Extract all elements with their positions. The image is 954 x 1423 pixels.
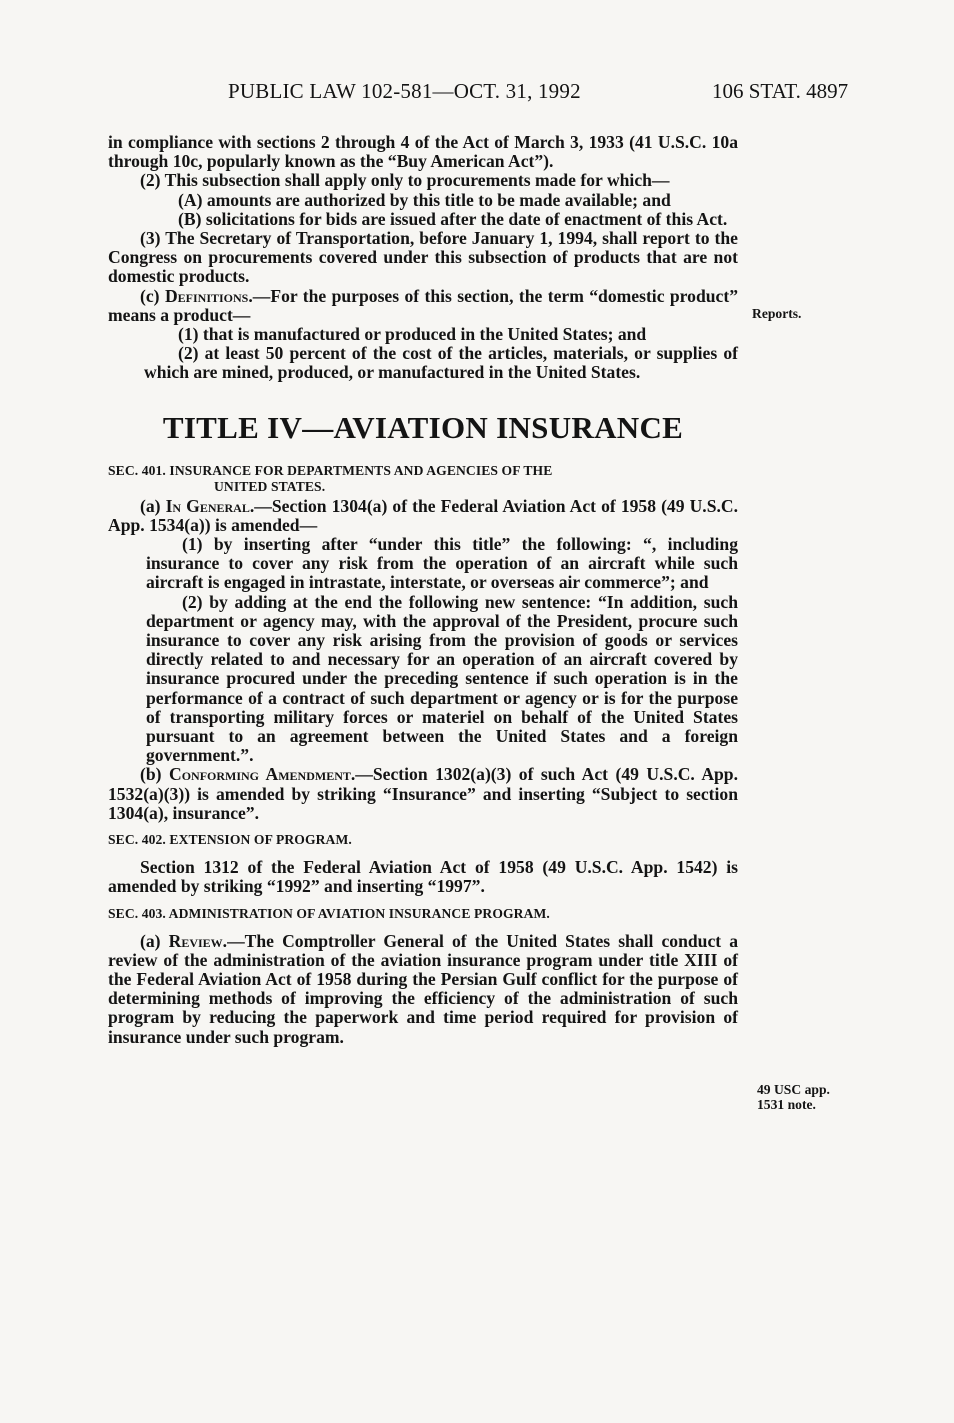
running-header-title: PUBLIC LAW 102-581—OCT. 31, 1992	[228, 79, 581, 103]
paragraph-401-a2: (2) by adding at the end the following new sentence: “In addition, such department or agency may, with the approval of the President, procure such insurance to cover any risk arising from the provision of goods or services directly related to and necessary for an operation of an aircraft covered by insurance procured under the preceding sentence if such operation is in the performance of a contract of such department or agency or is for the purpose of transporting military forces or materiel on behalf of the United States pursuant to an agreement between the United States and a foreign government.”.	[146, 591, 738, 766]
s401a-prefix: (a)	[140, 495, 166, 516]
paragraph-subsection-2: (2) This subsection shall apply only to procurements made for which—	[140, 170, 670, 191]
paragraph-definitions	[108, 287, 738, 325]
paragraph-definition-2: (2) at least 50 percent of the cost of the articles, materials, or supplies of which are mined, produced, or manufactured in the United States.	[144, 343, 738, 383]
running-header-page-number: 106 STAT. 4897	[712, 79, 849, 103]
section-401-heading-line1: SEC. 401. INSURANCE FOR DEPARTMENTS AND AGENCIES OF THE	[108, 462, 553, 478]
s401a-heading: In General.	[165, 495, 255, 516]
section-401-heading	[108, 463, 738, 495]
paragraph-clause-a: (A) amounts are authorized by this title to be made available; and	[178, 189, 671, 210]
s403a-heading: Review.	[168, 930, 228, 951]
margin-note-reports: Reports.	[752, 306, 802, 321]
s401b-prefix: (b)	[140, 764, 169, 785]
paragraph-definition-1: (1) that is manufactured or produced in the United States; and	[178, 324, 647, 345]
margin-note-usc-line2: 1531 note.	[757, 1097, 816, 1112]
definitions-prefix: (c)	[140, 285, 165, 306]
definitions-heading: Definitions.	[164, 285, 253, 306]
paragraph-subsection-3-reports: (3) The Secretary of Transportation, before January 1, 1994, shall report to the Congress on procurements covered under this subsection of products that are not domestic products.	[108, 228, 738, 287]
section-403-heading: SEC. 403. ADMINISTRATION OF AVIATION INSURANCE PROGRAM.	[108, 905, 550, 921]
s403a-prefix: (a)	[140, 930, 169, 951]
section-401-heading-line2: UNITED STATES.	[214, 478, 326, 494]
title-heading: TITLE IV—AVIATION INSURANCE	[162, 409, 684, 445]
paragraph-401-b	[108, 765, 738, 823]
s403a-text: —The Comptroller General of the United States shall conduct a review of the administration of the aviation insurance program under title XIII of the Federal Aviation Act of 1958 during the Persian Gulf conflict for the purpose of determining methods of improving the efficiency of the administration of such program by reducing the paperwork and time period required for provision of insurance under such program.	[108, 930, 739, 1047]
s401b-text: —Section 1302(a)(3) of such Act (49 U.S.C. App. 1532(a)(3)) is amended by striking “Insurance” and inserting “Subject to section 1304(a), insurance”.	[108, 764, 738, 823]
body-text	[108, 133, 738, 1047]
paragraph-403-a	[108, 932, 738, 1047]
paragraph-402: Section 1312 of the Federal Aviation Act of 1958 (49 U.S.C. App. 1542) is amended by striking “1992” and inserting “1997”.	[108, 857, 738, 897]
section-402-heading: SEC. 402. EXTENSION OF PROGRAM.	[108, 832, 352, 848]
paragraph-401-a	[108, 497, 738, 535]
paragraph-401-a1: (1) by inserting after “under this title” the following: “, including insurance to cover any risk from the operation of an aircraft while such aircraft is engaged in intrastate, interstate, or overseas air commerce”; and	[146, 534, 738, 593]
definitions-text: —For the purposes of this section, the term “domestic product” means a product—	[108, 285, 739, 325]
paragraph-buy-american-continuation: in compliance with sections 2 through 4 of the Act of March 3, 1933 (41 U.S.C. 10a through 10c, popularly known as the “Buy American Act”).	[108, 132, 738, 172]
s401b-heading: Conforming Amendment.	[168, 764, 356, 785]
paragraph-clause-b: (B) solicitations for bids are issued after the date of enactment of this Act.	[178, 208, 728, 229]
margin-note-usc-line1: 49 USC app.	[757, 1082, 830, 1097]
margin-note-usc-citation	[757, 1082, 830, 1112]
s401a-text: —Section 1304(a) of the Federal Aviation Act of 1958 (49 U.S.C. App. 1534(a)) is amended—	[108, 495, 738, 535]
